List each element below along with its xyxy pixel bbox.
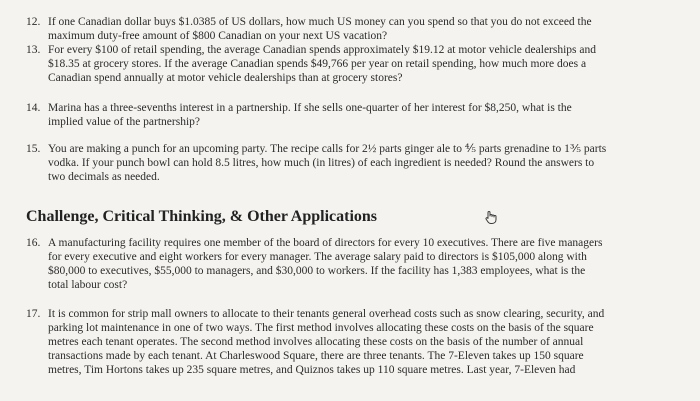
problem-number: 15. <box>26 143 41 155</box>
problem-text: For every $100 of retail spending, the average Canadian spends approximately $19.12 at motor vehicle dealerships and $18.35 at grocery stores. If the average Canadian spends $49,766 per year on retail spending, how much more does a Canadian spend annually at motor vehicle dealerships than at grocery stores? <box>48 44 597 84</box>
problem-text: If one Canadian dollar buys $1.0385 of US dollars, how much US money can you spend so that you do not exceed the maximum duty-free amount of $800 Canadian on your next US vacation? <box>48 16 592 42</box>
problem-text: A manufacturing facility requires one member of the board of directors for every 10 executives. There are five managers for every executive and eight workers for every manager. The average salary paid to directors is $105,000 along with $80,000 to executives, $55,000 to managers, and $30,000 to workers. If the facility has 1,383 employees, what is the total labour cost? <box>48 237 603 291</box>
section-heading: Challenge, Critical Thinking, & Other Applications <box>26 208 378 225</box>
problem-text: Marina has a three-sevenths interest in a partnership. If she sells one-quarter of her interest for $8,250, what is the implied value of the partnership? <box>48 102 572 128</box>
problem-number: 16. <box>26 237 41 249</box>
problem-text: It is common for strip mall owners to allocate to their tenants general overhead costs such as snow clearing, security, and parking lot maintenance in one of two ways. The first method involves allocating these costs on the basis of the square metres each tenant operates. The second method involves allocating these costs on the basis of the number of annual transactions made by each tenant. At Charleswood Square, there are three tenants. The 7-Eleven takes up 150 square metres, Tim Hortons takes up 235 square metres, and Quiznos takes up 110 square metres. Last year, 7-Eleven had <box>48 308 605 376</box>
hand-pointer-icon <box>483 209 499 225</box>
problem-number: 14. <box>26 102 41 114</box>
problem-number: 17. <box>26 308 41 320</box>
problem-number: 13. <box>26 44 41 56</box>
problem-text: You are making a punch for an upcoming party. The recipe calls for 2½ parts ginger ale to ⅘ parts grenadine to 1⅗ parts vodka. If your punch bowl can hold 8.5 litres, how much (in litres) of each ingredient is needed? Round the answers to two decimals as needed. <box>48 143 607 183</box>
problem-number: 12. <box>26 16 41 28</box>
